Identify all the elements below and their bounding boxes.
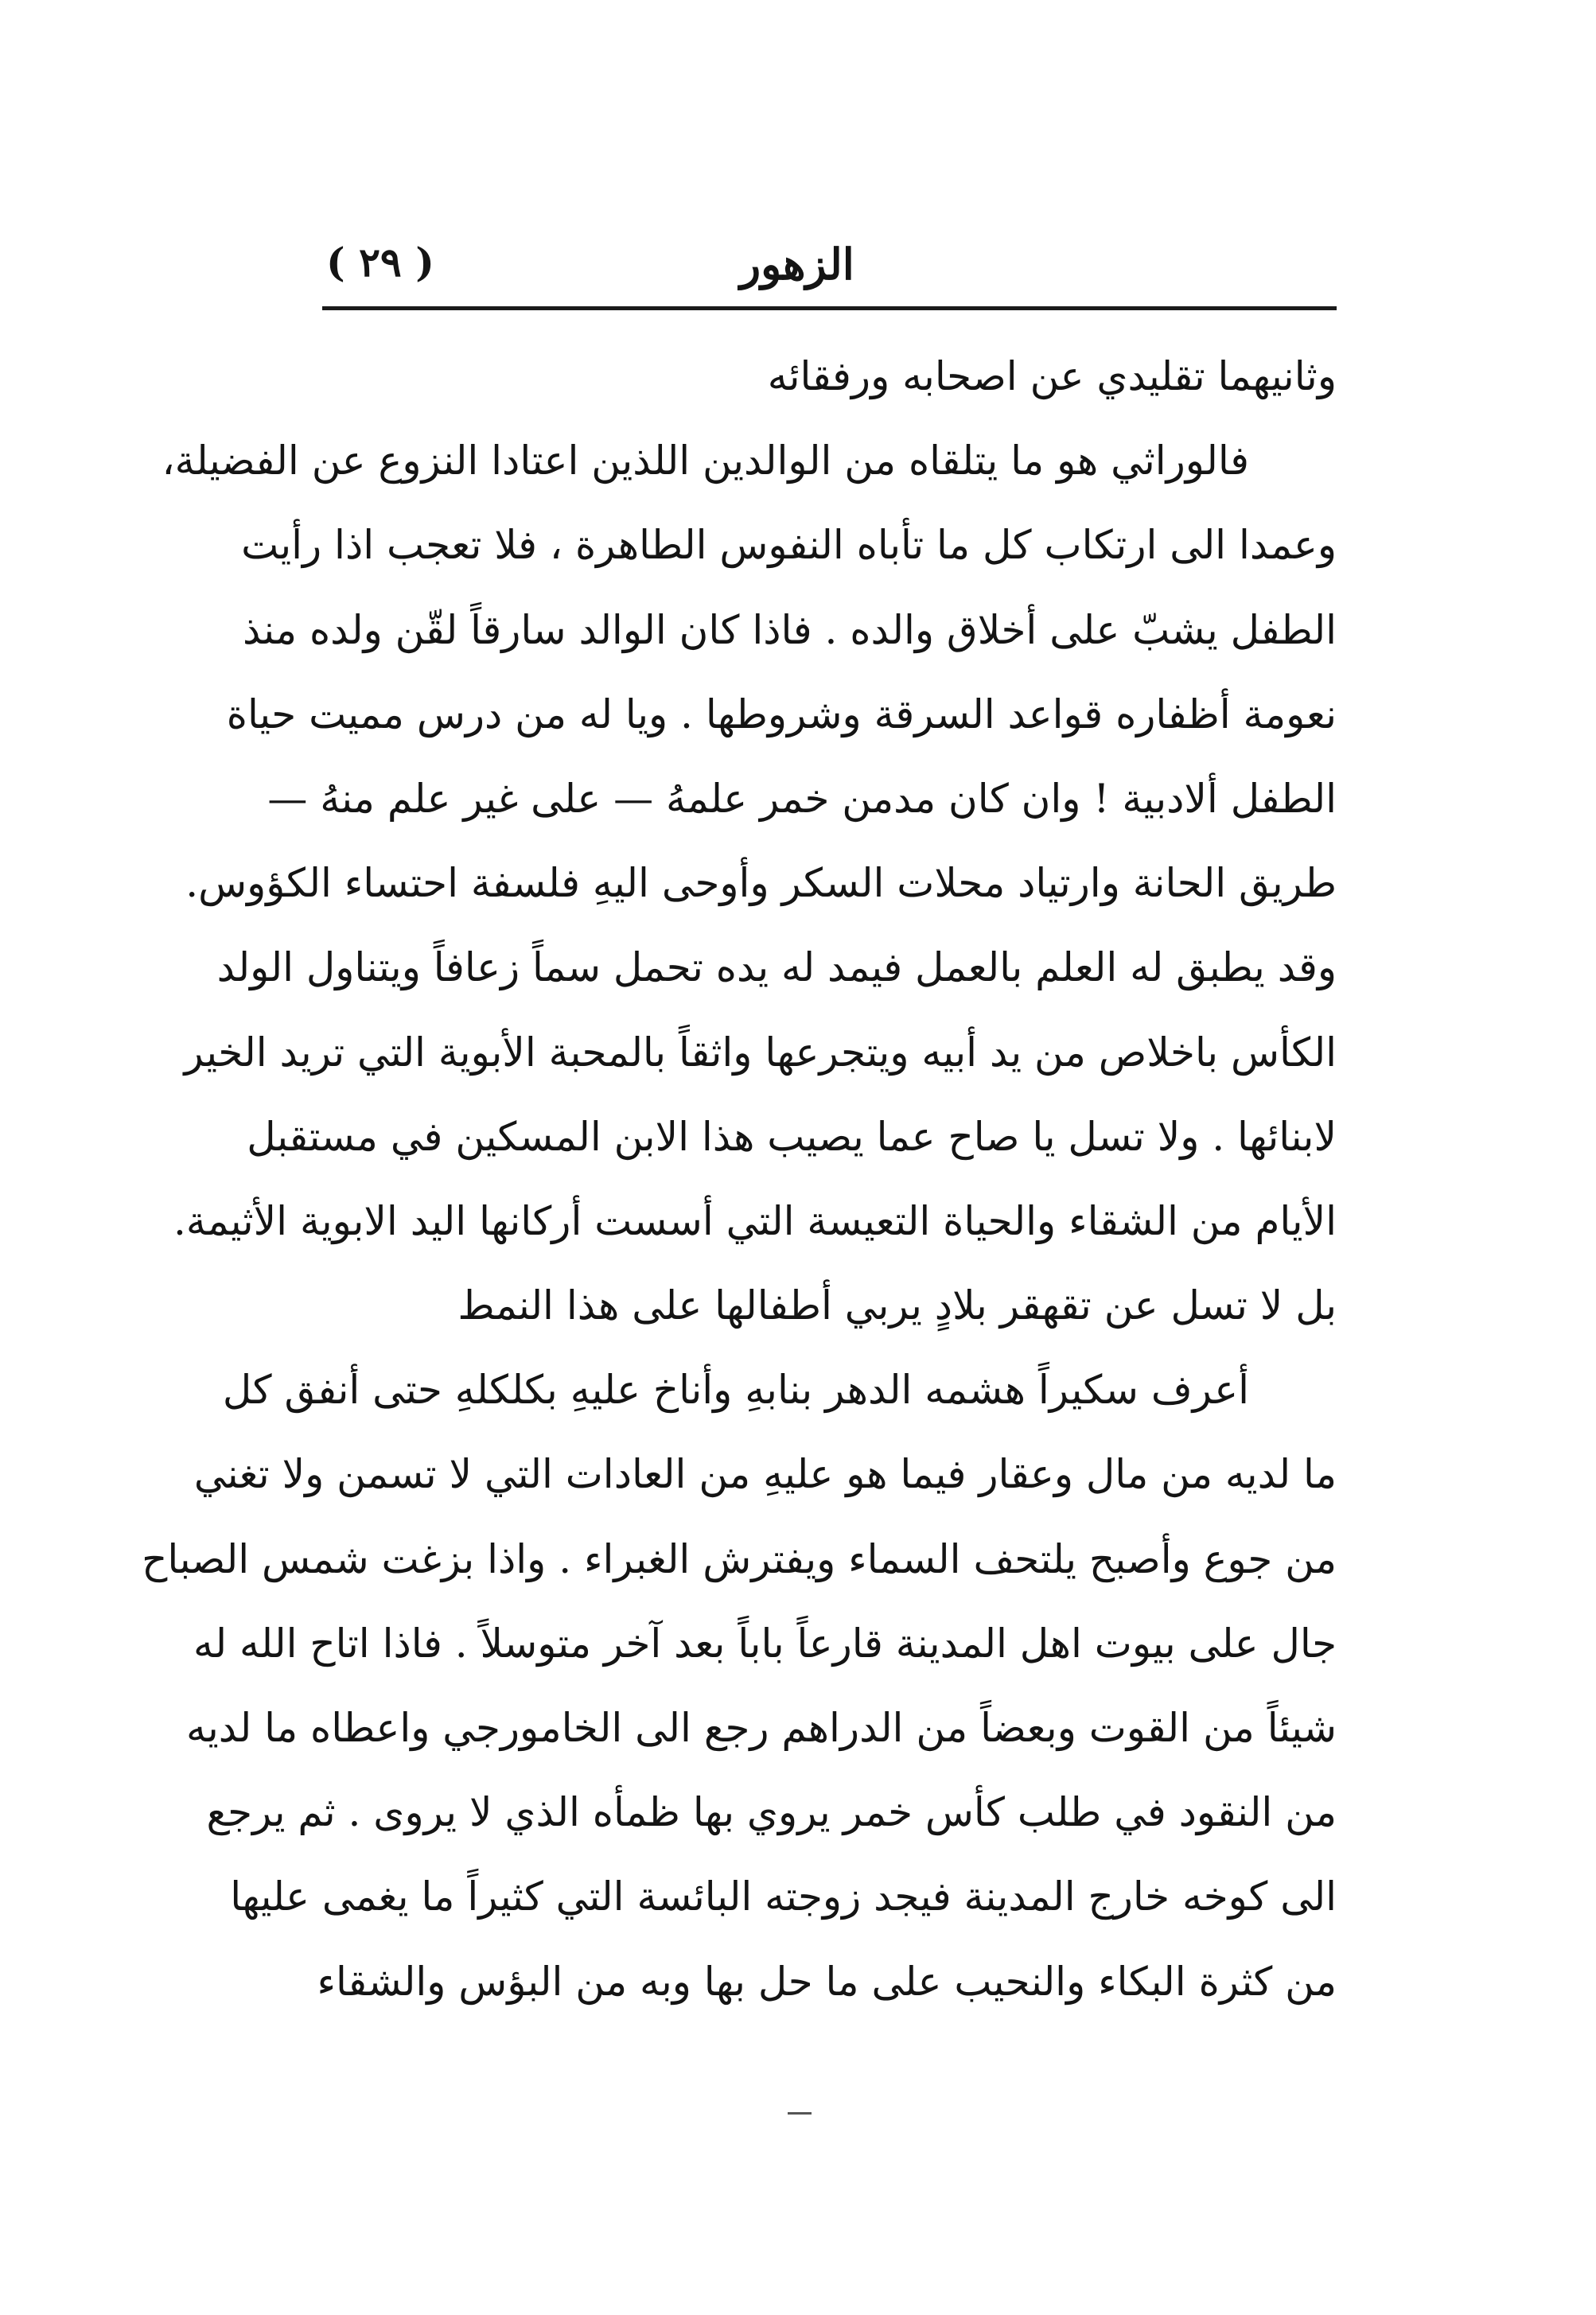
text-line: أعرف سكيراً هشمه الدهر بنابهِ وأناخ عليهِ بكلكلهِ حتى أنفق كل — [222, 1367, 1249, 1414]
text-line: جال على بيوت اهل المدينة قارعاً باباً بعد آخر متوسلاً . فاذا اتاح الله له — [193, 1620, 1337, 1667]
text-line: وثانيهما تقليدي عن اصحابه ورفقائه — [767, 353, 1337, 399]
text-line: الى كوخه خارج المدينة فيجد زوجته البائسة التي كثيراً ما يغمى عليها — [230, 1873, 1337, 1920]
text-line: الطفل يشبّ على أخلاق والده . فاذا كان الوالد سارقاً لقّن ولده منذ — [242, 606, 1337, 653]
text-line: ما لديه من مال وعقار فيما هو عليهِ من العادات التي لا تسمن ولا تغني — [193, 1451, 1337, 1498]
text-line: وقد يطبق له العلم بالعمل فيمد له يده تحمل سماً زعافاً ويتناول الولد — [216, 944, 1337, 991]
text-line: طريق الحانة وارتياد محلات السكر وأوحى اليهِ فلسفة احتساء الكؤوس. — [185, 860, 1337, 907]
body-text — [142, 334, 1337, 2024]
footer-mark — [788, 2112, 812, 2115]
text-line: بل لا تسل عن تقهقر بلادٍ يربي أطفالها على هذا النمط — [457, 1282, 1337, 1329]
running-title: الزهور — [740, 239, 854, 290]
text-line: من جوع وأصبح يلتحف السماء ويفترش الغبراء . واذا بزغت شمس الصباح — [142, 1535, 1337, 1582]
text-line: من كثرة البكاء والنحيب على ما حل بها وبه من البؤس والشقاء — [317, 1958, 1337, 2005]
text-line: شيئاً من القوت وبعضاً من الدراهم رجع الى الخامورجي واعطاه ما لديه — [186, 1705, 1337, 1751]
header-divider — [322, 306, 1337, 310]
text-line: الطفل ألادبية ! وان كان مدمن خمر علمهُ — على غير علم منهُ — — [267, 775, 1337, 822]
text-line: فالوراثي هو ما يتلقاه من الوالدين اللذين اعتادا النزوع عن الفضيلة، — [162, 438, 1249, 484]
text-line: لابنائها . ولا تسل يا صاح عما يصيب هذا الابن المسكين في مستقبل — [247, 1113, 1337, 1160]
text-line: الأيام من الشقاء والحياة التعيسة التي أسست أركانها اليد الابوية الأثيمة. — [173, 1197, 1337, 1244]
text-line: وعمدا الى ارتكاب كل ما تأباه النفوس الطاهرة ، فلا تعجب اذا رأيت — [241, 522, 1337, 569]
text-line: الكأس باخلاص من يد أبيه ويتجرعها واثقاً بالمحبة الأبوية التي تريد الخير — [184, 1029, 1337, 1076]
page-header — [326, 239, 1329, 310]
page-number: ( ٢٩ ) — [326, 239, 434, 286]
text-line: نعومة أظفاره قواعد السرقة وشروطها . ويا له من درس مميت حياة — [226, 691, 1337, 737]
text-line: من النقود في طلب كأس خمر يروي بها ظمأه الذي لا يروى . ثم يرجع — [206, 1789, 1337, 1836]
